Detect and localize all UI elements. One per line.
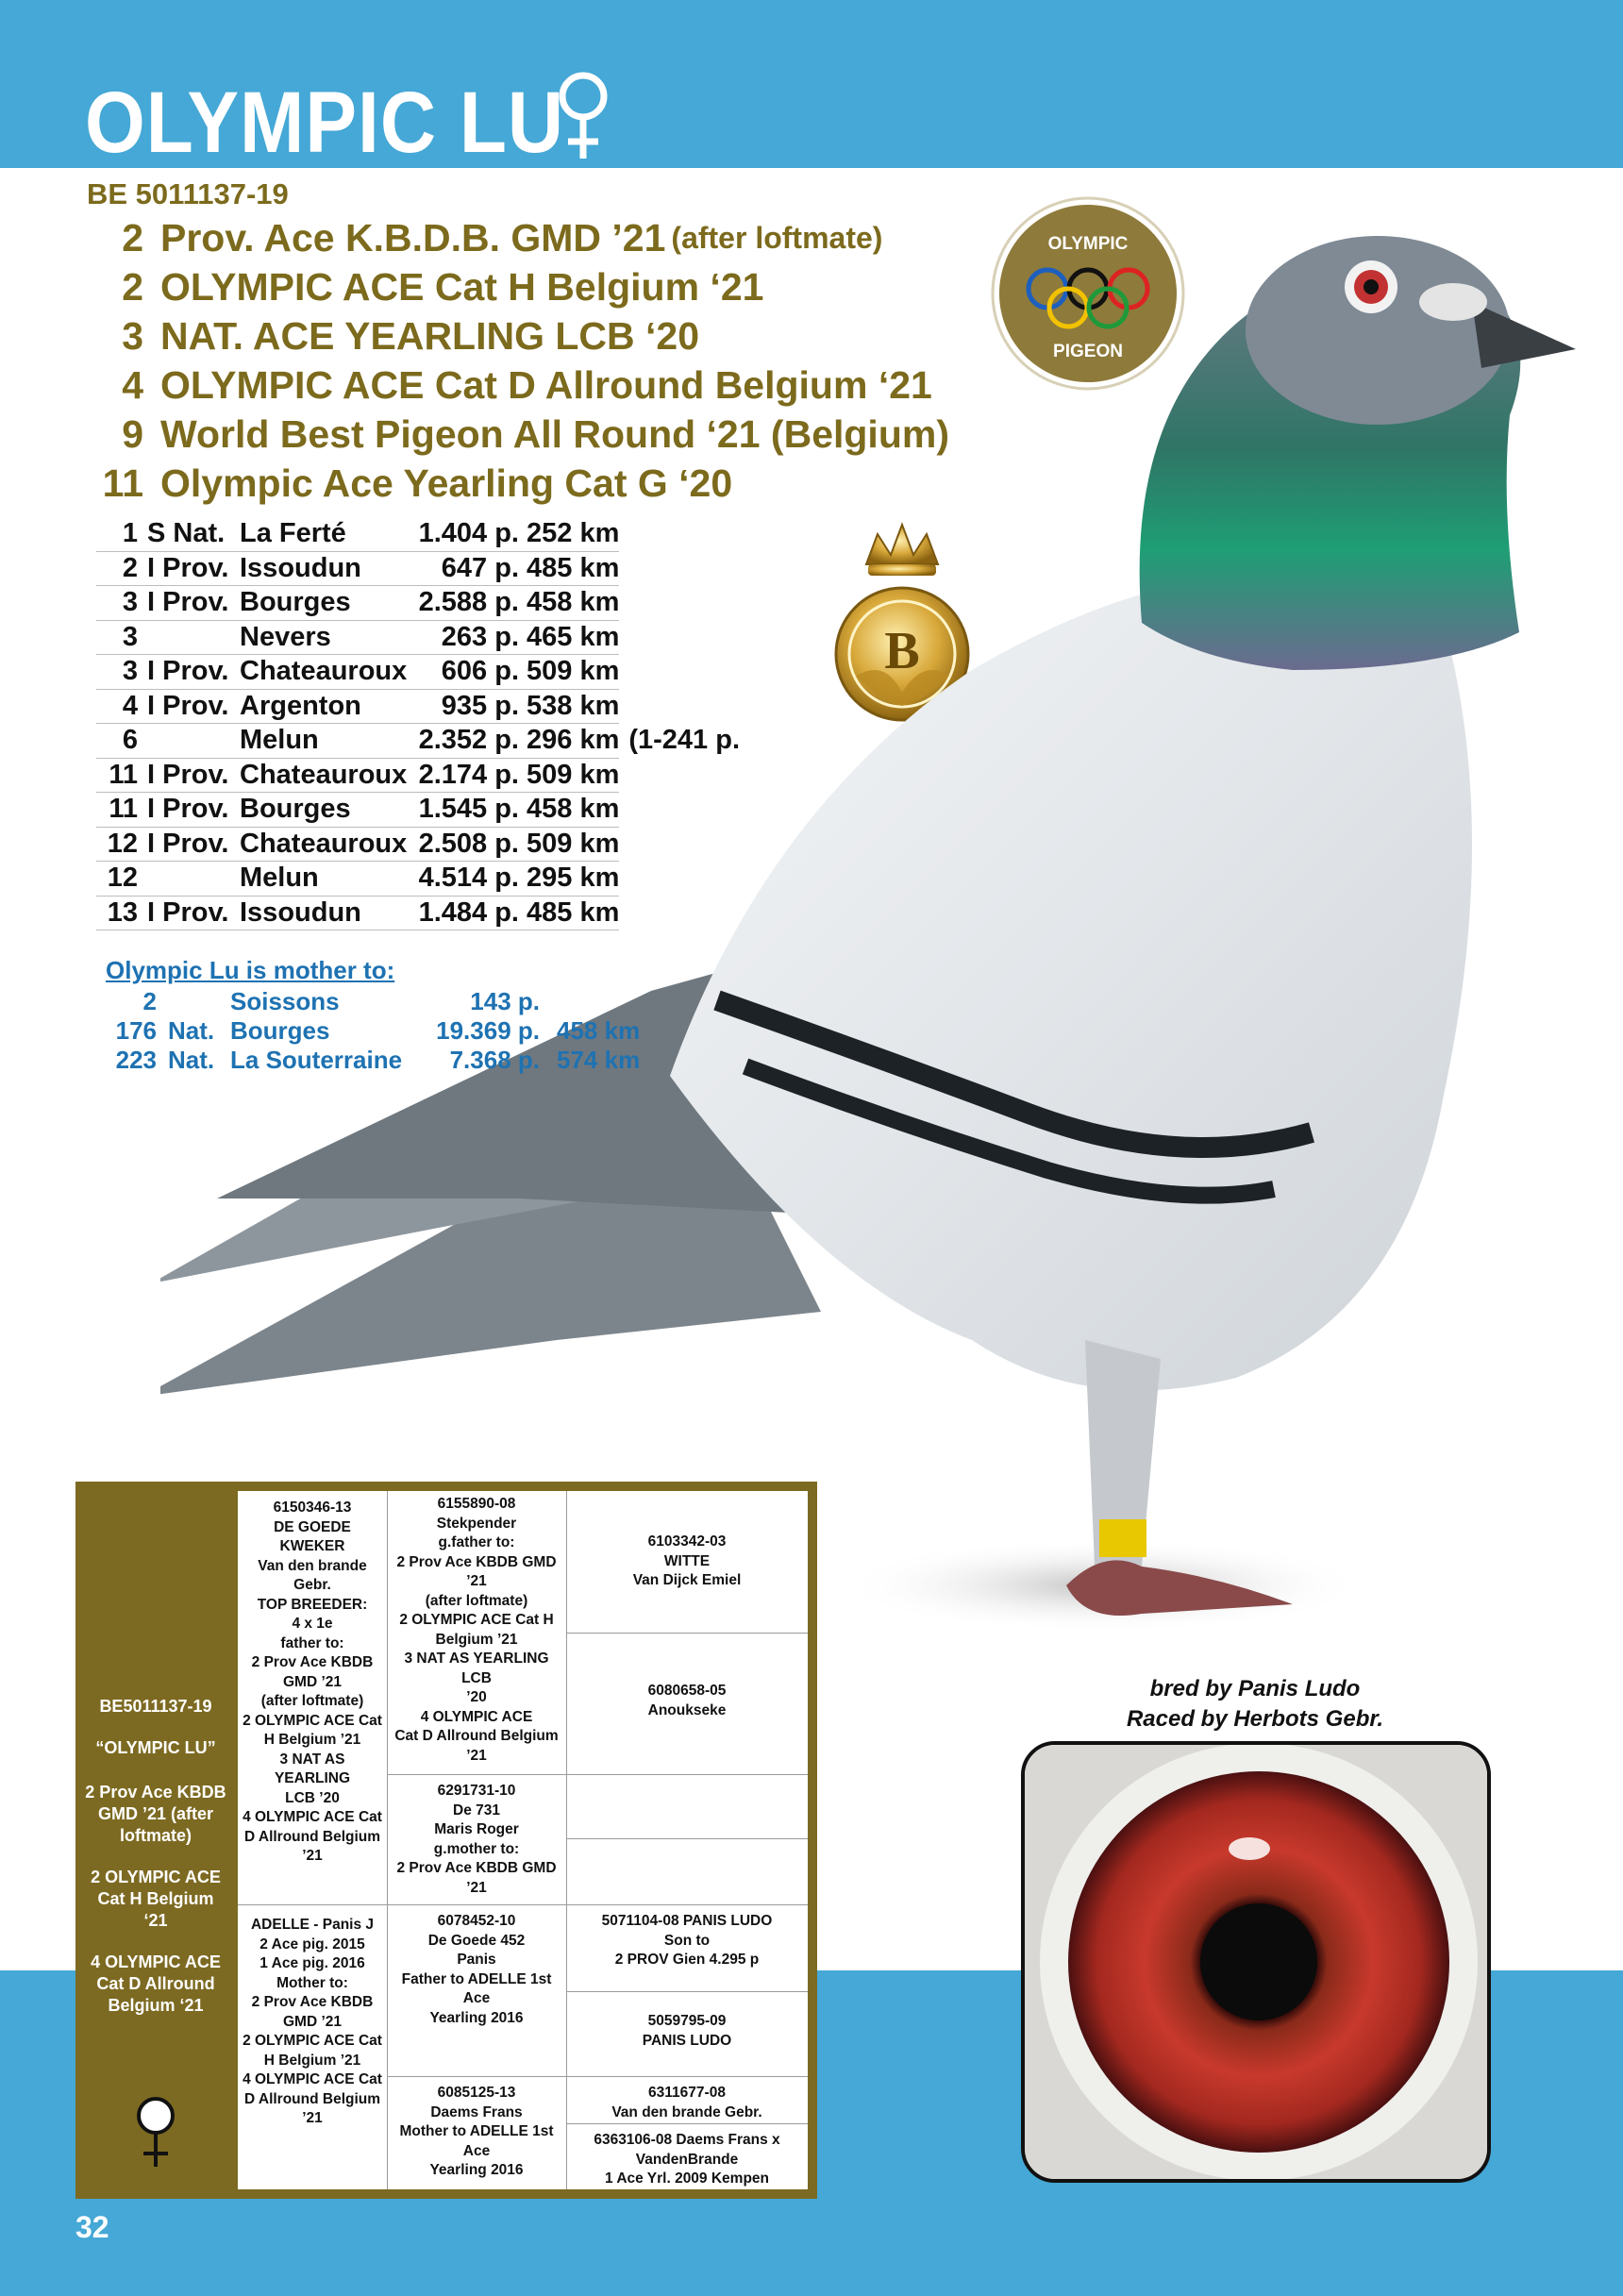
female-icon xyxy=(545,68,621,162)
ring-number: BE 5011137-19 xyxy=(87,177,289,210)
table-row: 6 Melun 2.352 p. 296 km (1-241 p. xyxy=(96,724,740,759)
pedigree-grid xyxy=(238,1491,808,2189)
pedigree-mmm: 6363106-08 Daems Frans x VandenBrande 1 Ace Yrl. 2009 Kempen xyxy=(594,2132,780,2187)
subject-title: 2 OLYMPIC ACE Cat H Belgium ‘21 xyxy=(91,1868,221,1930)
honor-item: 3 NAT. ACE YEARLING LCB ‘20 xyxy=(122,313,700,358)
badge-bottom-text: PIGEON xyxy=(1053,342,1123,361)
table-row: 3 Nevers 263 p. 465 km xyxy=(96,620,740,655)
subject-ring: BE5011137-19 xyxy=(99,1697,212,1716)
table-row: 2 I Prov. Issoudun 647 p. 485 km xyxy=(96,551,740,586)
pedigree-chart xyxy=(75,1482,817,2199)
pedigree-mm: 6085125-13 Daems Frans Mother to ADELLE 1st Ace Yearling 2016 xyxy=(399,2085,554,2178)
pedigree-mff: 5071104-08 PANIS LUDO Son to 2 PROV Gien 4.295 p xyxy=(601,1913,773,1968)
table-row: 4 I Prov. Argenton 935 p. 538 km xyxy=(96,689,740,724)
pedigree-father: 6150346-13 DE GOEDE KWEKER Van den brande Gebr. TOP BREEDER: 4 x 1e father to: 2 Prov Ace KBDB GMD ’21 (after loftmate) 2 OLYMPIC ACE Cat H Belgium ’21 3 NAT AS YEARLING LCB ’20 4 OLYMPIC ACE Cat D Allround Belgium ’21 xyxy=(243,1500,382,1864)
honor-item: 9 World Best Pigeon All Round ‘21 (Belgium) xyxy=(122,411,949,456)
honor-item: 11 Olympic Ace Yearling Cat G ‘20 xyxy=(102,461,733,505)
pigeon-photo xyxy=(160,226,1576,1661)
page-number: 32 xyxy=(75,2210,109,2244)
race-results-table xyxy=(96,517,740,930)
bred-by: bred by Panis Ludo xyxy=(1149,1676,1361,1701)
pedigree-ff: 6155890-08 Stekpender g.father to: 2 Prov Ace KBDB GMD ’21 (after loftmate) 2 OLYMPIC ACE Cat H Belgium ’21 3 NAT AS YEARLING LCB ’20 4 OLYMPIC ACE Cat D Allround Belgium ’21 xyxy=(394,1496,559,1764)
pedigree-mmf: 6311677-08 Van den brande Gebr. xyxy=(611,2085,762,2120)
honor-item: 2 OLYMPIC ACE Cat H Belgium ‘21 xyxy=(122,264,764,309)
table-row: 3 I Prov. Bourges 2.588 p. 458 km xyxy=(96,586,740,621)
table-row: 1 S Nat. La Ferté 1.404 p. 252 km xyxy=(96,517,740,551)
subject-name: “OLYMPIC LU” xyxy=(95,1738,216,1757)
table-row: 13 I Prov. Issoudun 1.484 p. 485 km xyxy=(96,896,740,930)
pedigree-fm: 6291731-10 De 731 Maris Roger g.mother to: 2 Prov Ace KBDB GMD ’21 xyxy=(396,1783,557,1896)
pedigree-fff: 6103342-03 WITTE Van Dijck Emiel xyxy=(632,1533,742,1588)
female-icon xyxy=(132,2095,179,2170)
pedigree-mfm: 5059795-09 PANIS LUDO xyxy=(642,2013,732,2049)
subject-title: 4 OLYMPIC ACE Cat D Allround Belgium ‘21 xyxy=(91,1952,221,2015)
emblem-letter: B xyxy=(884,622,920,680)
pedigree-mf: 6078452-10 De Goede 452 Panis Father to ADELLE 1st Ace Yearling 2016 xyxy=(401,1913,552,2026)
breeder-caption xyxy=(1066,1674,1444,1735)
raced-by: Raced by Herbots Gebr. xyxy=(1126,1706,1384,1732)
badge-top-text: OLYMPIC xyxy=(1047,234,1129,254)
page-title: OLYMPIC LU xyxy=(85,75,565,172)
table-row: 11 I Prov. Bourges 1.545 p. 458 km xyxy=(96,793,740,828)
pedigree-ffm: 6080658-05 Anoukseke xyxy=(647,1683,727,1718)
pedigree-subject xyxy=(75,1482,236,2199)
eye-photo xyxy=(1021,1741,1491,2183)
table-row: 12 Melun 4.514 p. 295 km xyxy=(96,862,740,897)
honor-item: 2 Prov. Ace K.B.D.B. GMD ’21 (after loftmate) xyxy=(122,215,883,260)
table-row: 223 Nat. La Souterraine 7.368 p. 574 km xyxy=(115,1046,641,1074)
subject-title: 2 Prov Ace KBDB GMD ’21 (after loftmate) xyxy=(85,1783,226,1845)
table-row: 11 I Prov. Chateauroux 2.174 p. 509 km xyxy=(96,758,740,793)
honor-item: 4 OLYMPIC ACE Cat D Allround Belgium ‘21 xyxy=(122,362,932,407)
table-row: 3 I Prov. Chateauroux 606 p. 509 km xyxy=(96,655,740,690)
pedigree-mother: ADELLE - Panis J 2 Ace pig. 2015 1 Ace pig. 2016 Mother to: 2 Prov Ace KBDB GMD ’21 2 OLYMPIC ACE Cat H Belgium ’21 4 OLYMPIC ACE Cat D Allround Belgium ’21 xyxy=(243,1917,382,2126)
table-row: 2 Soissons 143 p. xyxy=(142,987,540,1015)
table-row: 176 Nat. Bourges 19.369 p. 458 km xyxy=(115,1016,641,1045)
mother-to-heading: Olympic Lu is mother to: xyxy=(106,956,395,984)
offspring-table xyxy=(106,987,640,1075)
table-row: 12 I Prov. Chateauroux 2.508 p. 509 km xyxy=(96,827,740,862)
